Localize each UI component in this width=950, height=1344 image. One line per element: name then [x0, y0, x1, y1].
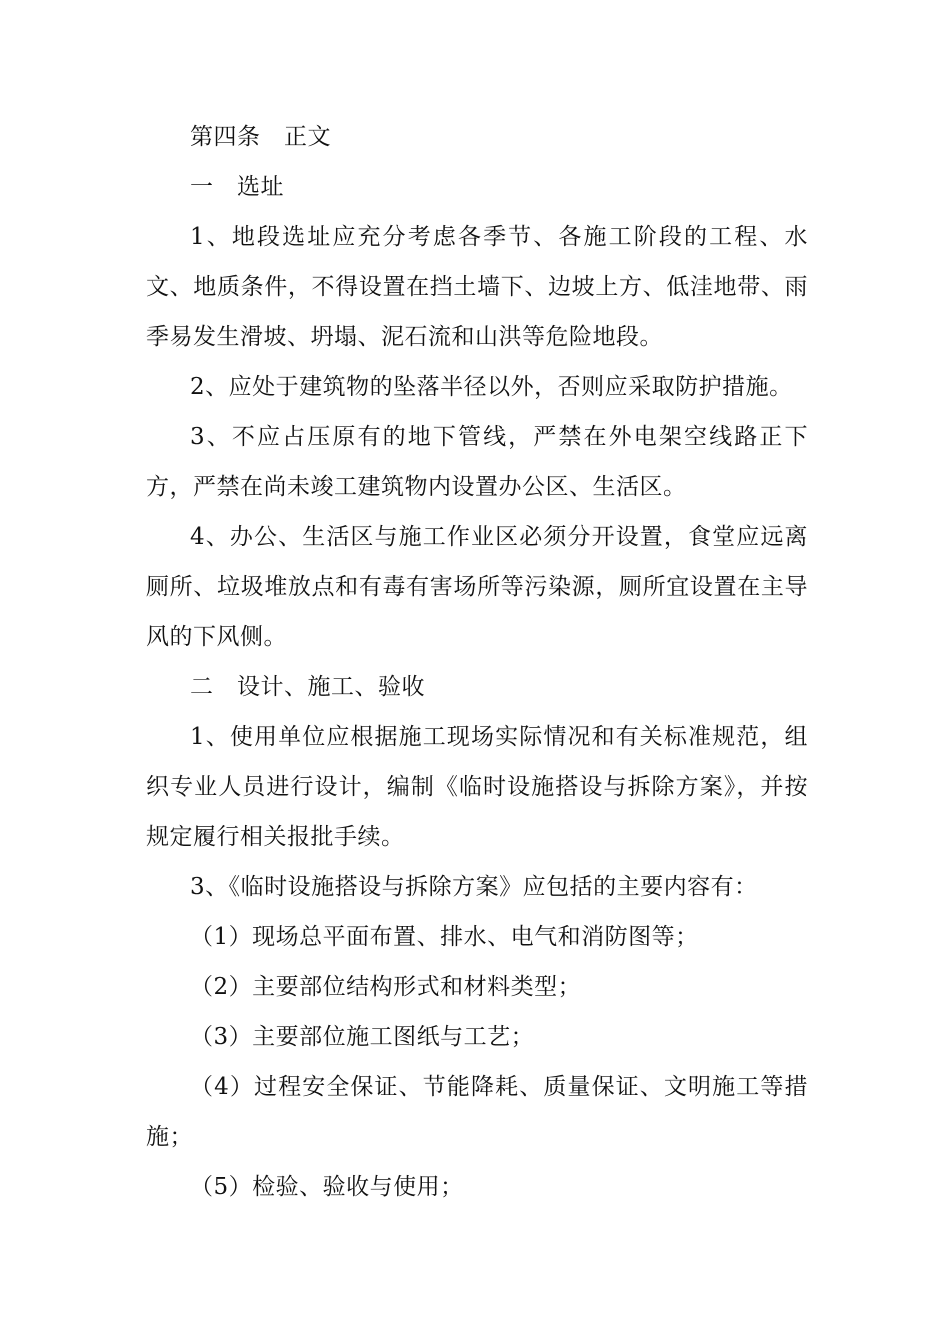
paragraph-design-1: 1、使用单位应根据施工现场实际情况和有关标准规范，组织专业人员进行设计，编制《临时设施搭设与拆除方案》，并按规定履行相关报批手续。: [146, 724, 808, 850]
list-item-1: （1）现场总平面布置、排水、电气和消防图等；: [190, 924, 699, 950]
paragraph-site-2: 2、应处于建筑物的坠落半径以外，否则应采取防护措施。: [190, 374, 793, 400]
paragraph-site-4: 4、办公、生活区与施工作业区必须分开设置，食堂应远离厕所、垃圾堆放点和有毒有害场所等污染源，厕所宜设置在主导风的下风侧。: [146, 524, 808, 650]
paragraph-design-3: 3、《临时设施搭设与拆除方案》应包括的主要内容有：: [190, 874, 758, 900]
list-item-4: （4）过程安全保证、节能降耗、质量保证、文明施工等措施；: [146, 1074, 808, 1150]
document-body: [146, 112, 808, 1212]
list-item-2: （2）主要部位结构形式和材料类型；: [190, 974, 582, 1000]
paragraph-site-3: 3、不应占压原有的地下管线，严禁在外电架空线路正下方，严禁在尚未竣工建筑物内设置办公区、生活区。: [146, 424, 808, 500]
section-heading-site-selection: 一 选址: [190, 174, 284, 200]
paragraph-site-1: 1、地段选址应充分考虑各季节、各施工阶段的工程、水文、地质条件，不得设置在挡土墙下、边坡上方、低洼地带、雨季易发生滑坡、坍塌、泥石流和山洪等危险地段。: [146, 224, 808, 350]
section-heading-design: 二 设计、施工、验收: [190, 674, 425, 700]
list-item-5: （5）检验、验收与使用；: [190, 1174, 464, 1200]
list-item-3: （3）主要部位施工图纸与工艺；: [190, 1024, 535, 1050]
article-heading: 第四条 正文: [190, 124, 331, 150]
